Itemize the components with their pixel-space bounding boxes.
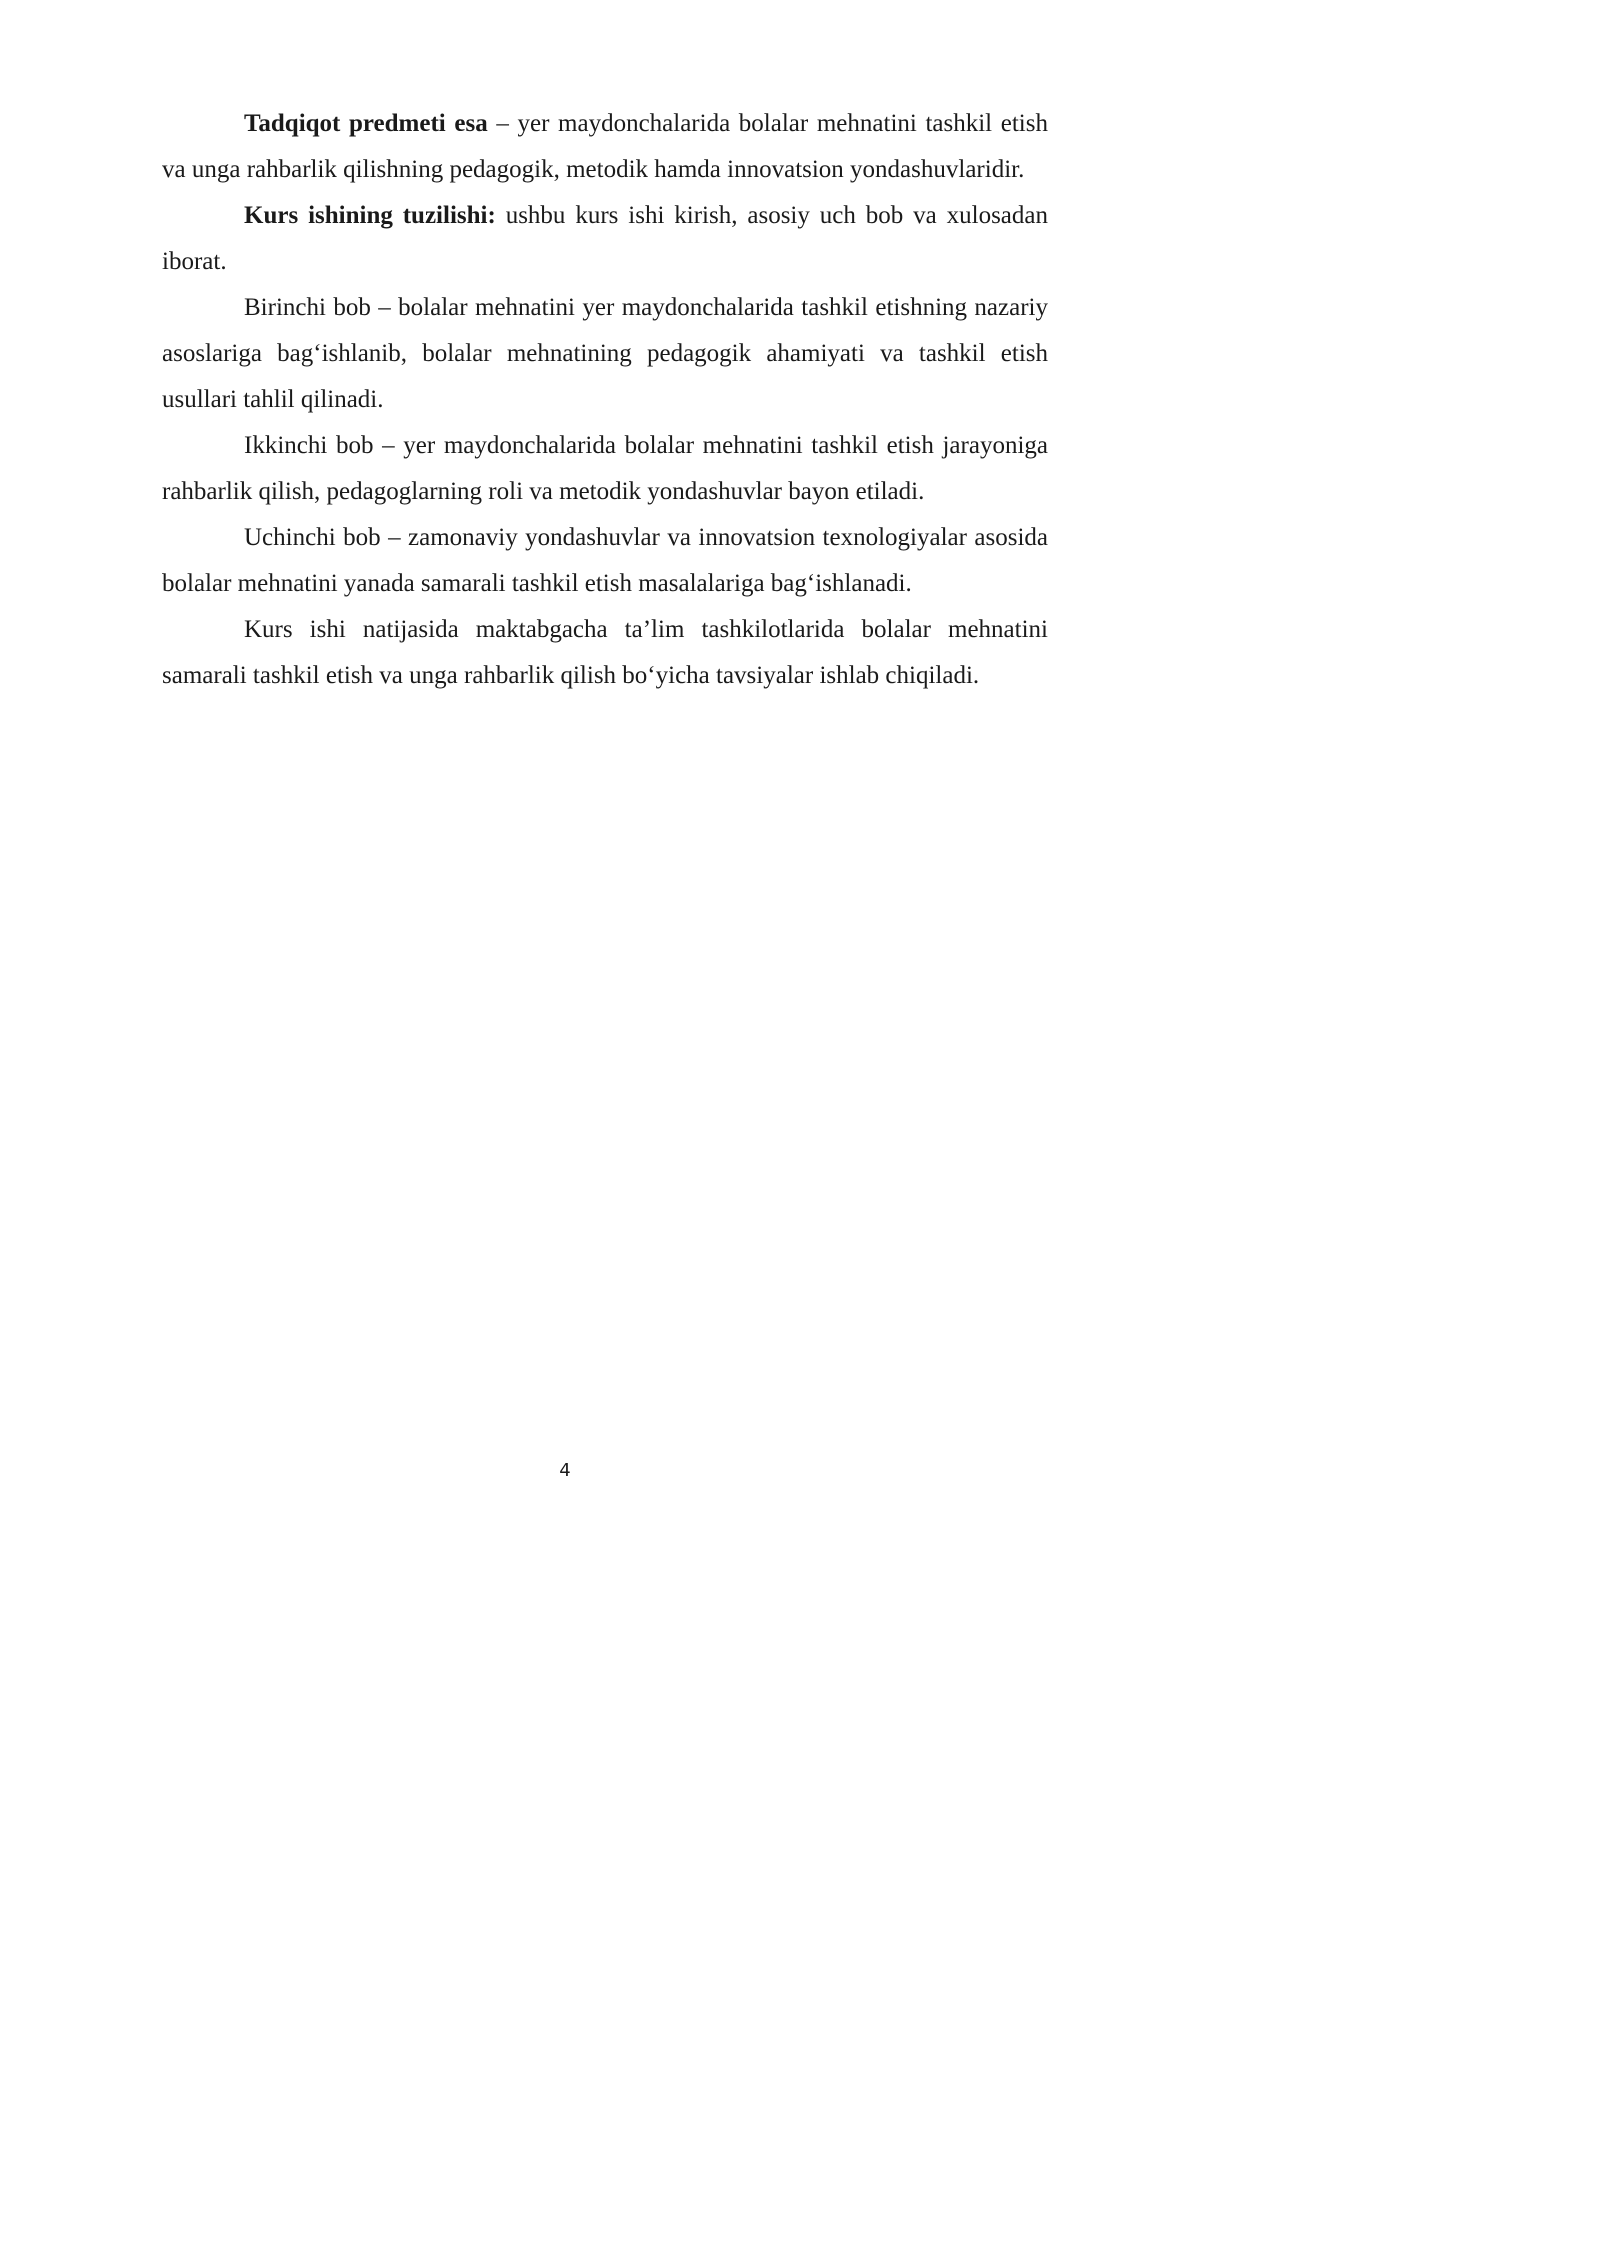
paragraph-lead-bold: Tadqiqot predmeti esa [244, 110, 488, 137]
paragraph-chapter-two: Ikkinchi bob – yer maydonchalarida bolalar mehnatini tashkil etish jarayoniga rahbarlik qilish, pedagoglarning roli va metodik yondashuvlar bayon etiladi. [162, 432, 1048, 505]
paragraph-structure [162, 193, 1048, 285]
paragraph-result: Kurs ishi natijasida maktabgacha ta’lim tashkilotlarida bolalar mehnatini samarali tashkil etish va unga rahbarlik qilish bo‘yicha tavsiyalar ishlab chiqiladi. [162, 616, 1048, 689]
page-number: 4 [559, 1460, 571, 1481]
body-text [162, 101, 1048, 699]
paragraph-research-subject [162, 101, 1048, 193]
paragraph-chapter-three: Uchinchi bob – zamonaviy yondashuvlar va innovatsion texnologiyalar asosida bolalar mehnatini yanada samarali tashkil etish masalalariga bag‘ishlanadi. [162, 524, 1048, 597]
paragraph-text: – yer maydonchalarida bolalar mehnatini tashkil etish va unga rahbarlik qilishning pedagogik, metodik hamda innovatsion yondashuvlaridir. [162, 110, 1048, 183]
document-page [0, 0, 1130, 1600]
paragraph-text: ushbu kurs ishi kirish, asosiy uch bob va xulosadan iborat. [162, 202, 1048, 275]
paragraph-chapter-one: Birinchi bob – bolalar mehnatini yer maydonchalarida tashkil etishning nazariy asoslariga bag‘ishlanib, bolalar mehnatining pedagogik ahamiyati va tashkil etish usullari tahlil qilinadi. [162, 294, 1048, 413]
paragraph-lead-bold: Kurs ishining tuzilishi: [244, 202, 496, 229]
